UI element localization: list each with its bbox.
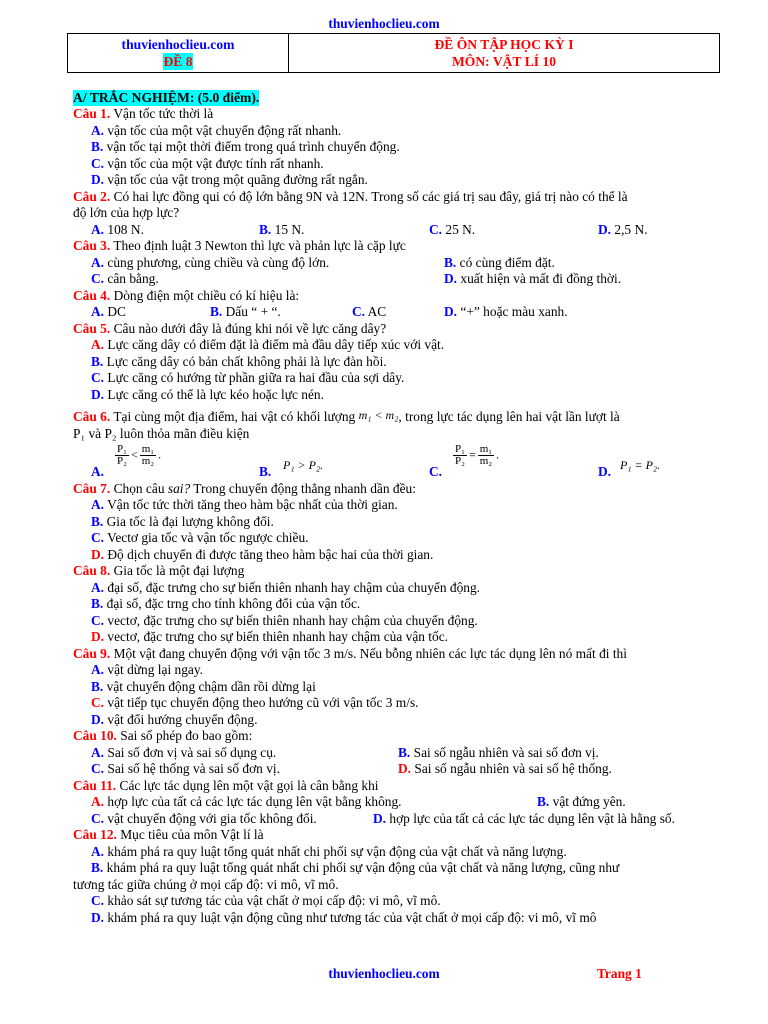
option-letter: D. [91,546,105,562]
math-formula: $\frac{\text{P₁}}{\text{P₂}}$ = $\frac{\text{m₁}}{\text{m₂}}$ . [455,442,500,467]
option-text: đại số, đặc trưng cho sự biến thiên nhanh hay chậm của chuyển động. [107,579,481,595]
option-text: vận tốc tại một thời điểm trong quá trình chuyển động. [106,139,400,154]
exam-subject: MÔN: VẬT LÍ 10 [451,54,557,69]
option-text: khám phá ra quy luật vận động cũng như tương tác của vật chất ở mọi cấp độ: vi mô, vĩ mô [107,909,597,925]
option-text: Dấu “ + “. [225,304,281,319]
option-letter: C. [91,370,105,385]
option-d [73,910,723,927]
option-a [91,304,126,321]
option-text: vật chuyển động chậm dần rồi dừng lại [106,678,316,694]
question-text: Mục tiêu của môn Vật lí là [116,827,264,842]
operator: < [130,446,138,461]
question-emphasis: sai? [167,480,191,496]
option-letter: B. [398,744,411,760]
option-b [537,794,626,811]
options-row [73,811,723,828]
question-label: Câu 12. [73,827,117,842]
option-text: DC [107,304,126,319]
option-b [73,514,723,531]
option-b [73,679,723,696]
options-row [73,794,723,811]
question-text: Một vật đang chuyển động với vận tốc 3 m/s. Nếu bỗng nhiên các lực tác dụng lên nó mất đi thì [110,645,627,661]
option-letter: C. [352,304,366,319]
option-d [373,811,675,828]
option-text: vectơ, đặc trưng cho sự biến thiên nhanh hay chậm của vận tốc. [107,629,449,644]
option-text: vật chuyển động với gia tốc không đổi. [107,810,317,826]
option-letter: B. [91,353,104,369]
option-a [91,794,402,811]
question-text: Chọn câu [110,480,168,496]
footer-site-link: thuvienhoclieu.com [328,966,440,981]
options-row [73,745,723,762]
exam-title: ĐỀ ÔN TẬP HỌC KỲ I [434,37,574,52]
question-2 [73,189,723,206]
option-text: hợp lực của tất cả các lực tác dụng lên vật là hằng số. [389,810,675,826]
option-letter: A. [91,662,105,677]
question-1 [73,106,723,123]
question-4 [73,288,723,305]
numerator: m₁ [479,442,493,455]
option-letter: B. [91,678,104,694]
option-letter: D. [598,464,612,479]
option-letter: A. [91,843,105,859]
site-header-link: thuvienhoclieu.com [328,16,440,31]
option-a [73,844,723,861]
option-text: vật tiếp tục chuyển động theo hướng cũ với vận tốc 3 m/s. [107,695,419,710]
option-text: Lực căng có hướng từ phần giữa ra hai đầu của sợi dây. [107,370,405,385]
option-letter: C. [91,612,105,628]
option-c [91,761,280,778]
option-text: khám phá ra quy luật tổng quát nhất chi phối sự vận động của vật chất và năng lượng. [107,843,567,859]
option-text: Độ dịch chuyển đi được tăng theo hàm bậc hai của thời gian. [107,546,434,562]
exam-header-box [67,33,720,73]
option-d [73,629,723,646]
option-c [352,304,386,321]
denominator: m₂ [479,454,493,467]
option-text: có cùng điểm đặt. [459,254,555,270]
option-text: Sai số hệ thống và sai số đơn vị. [107,761,280,776]
option-b [398,745,599,762]
question-6 [73,405,723,426]
question-text: P₁ và P₂ luôn thỏa mãn điều kiện [73,426,250,441]
option-a [91,222,144,239]
option-text: tương tác giữa chúng ở mọi cấp độ: vi mô, vĩ mô. [73,876,339,892]
option-b [73,139,723,156]
option-a [73,580,723,597]
fraction [453,444,467,467]
option-letter: D. [373,810,387,826]
numerator: m₁ [141,442,155,455]
question-8 [73,563,723,580]
option-a [73,123,723,140]
option-letter: C. [91,761,105,776]
option-d [398,761,612,778]
option-letter: A. [91,464,105,479]
option-a [73,497,723,514]
option-letter: B. [537,794,550,809]
denominator: m₂ [141,454,155,467]
question-11 [73,778,723,795]
denominator: P₂ [455,454,465,467]
option-d [73,712,723,729]
question-text: Câu nào dưới đây là đúng khi nói về lực căng dây? [110,320,387,336]
option-text: hợp lực của tất cả các lực tác dụng lên vật bằng không. [107,794,402,809]
question-3 [73,238,723,255]
option-text: AC [367,304,387,319]
option-letter: C. [429,221,443,237]
option-d [444,271,621,288]
option-text: vật đổi hướng chuyển động. [107,711,258,727]
question-text: Tại cùng một địa điểm, hai vật có khối lượng [110,409,356,424]
option-letter: A. [91,122,105,138]
option-text: Lực căng dây có bản chất không phải là lực đàn hồi. [106,353,387,369]
option-text: Gia tốc là đại lượng không đổi. [106,513,274,529]
option-letter: D. [91,909,105,925]
option-a [91,255,329,272]
option-letter: B. [259,464,272,479]
option-c [429,222,475,239]
option-text: vật dừng lại ngay. [107,662,204,677]
option-text: Lực căng dây có điểm đặt là điểm mà đầu dây tiếp xúc với vật. [107,337,445,352]
options-row [73,255,723,272]
option-letter: B. [91,139,104,154]
question-label: Câu 10. [73,728,117,743]
question-7 [73,481,723,498]
fraction [140,444,156,467]
option-c [91,271,159,288]
option-letter: C. [91,271,105,286]
question-label: Câu 11. [73,777,117,793]
option-text: “+” hoặc màu xanh. [460,304,568,319]
question-12 [73,827,723,844]
option-a [91,745,276,762]
option-text: 15 N. [274,221,305,237]
option-letter: A. [91,794,105,809]
question-10 [73,728,723,745]
option-c [91,811,317,828]
option-d [73,387,723,404]
option-c [73,370,723,387]
section-title: A/ TRẮC NGHIỆM: (5.0 điểm). [73,90,260,105]
operator: = [468,446,476,461]
option-b-cont [73,877,723,894]
question-text: Trong chuyển động thẳng nhanh dần đều: [190,480,416,496]
question-label: Câu 4. [73,287,111,303]
fraction [478,444,494,467]
question-label: Câu 6. [73,409,111,424]
question-text: Sai số phép đo bao gồm: [116,728,253,743]
option-a [73,662,723,679]
question-9 [73,646,723,663]
option-text: khám phá ra quy luật tổng quát nhất chi phối sự vận động của vật chất và năng lượng, cũng như [106,860,620,875]
question-label: Câu 8. [73,563,111,578]
option-letter: D. [598,221,612,237]
option-letter: A. [91,221,105,237]
option-letter: C. [91,810,105,826]
option-c [73,893,723,910]
option-d [444,304,568,321]
question-text: Có hai lực đồng qui có độ lớn bằng 9N và 12N. Trong số các giá trị sau đây, giá trị nào có thể là [110,188,628,204]
question-label: Câu 3. [73,238,111,253]
options-row [73,761,723,778]
question-label: Câu 7. [73,480,111,496]
option-text: vật đứng yên. [552,794,626,809]
option-b [73,596,723,613]
option-a [73,337,723,354]
numerator: P₁ [117,442,127,455]
option-text: cùng phương, cùng chiều và cùng độ lớn. [107,254,330,270]
option-c [73,695,723,712]
exam-code: ĐỀ 8 [163,54,193,69]
option-letter: B. [444,254,457,270]
option-letter: D. [398,761,412,776]
option-text: Vectơ gia tốc và vận tốc ngược chiều. [107,530,309,545]
option-letter: C. [91,893,105,908]
option-letter: A. [91,497,105,512]
option-letter: D. [91,172,105,187]
options-row [73,222,723,239]
option-letter: D. [91,629,105,644]
option-letter: D. [91,711,105,727]
option-letter: C. [91,155,105,171]
option-text: cân bằng. [107,271,159,286]
question-2-cont [73,205,723,222]
question-text: Dòng điện một chiều có kí hiệu là: [110,287,300,303]
exam-header-left [68,34,289,72]
question-label: Câu 1. [73,106,111,121]
math-formula: P₁ = P₂. [620,457,661,472]
option-b [444,255,555,272]
option-letter: D. [444,304,458,319]
option-c [73,156,723,173]
option-text: Sai số ngẫu nhiên và sai số hệ thống. [414,761,612,776]
options-row [73,304,723,321]
option-b [210,304,281,321]
option-text: khảo sát sự tương tác của vật chất ở mọi cấp độ: vi mô, vĩ mô. [107,893,441,908]
option-c [73,530,723,547]
question-6-cont [73,426,723,443]
option-text: vận tốc của một vật được tính rất nhanh. [107,155,324,171]
option-text: vectơ, đặc trưng cho sự biến thiên nhanh hay chậm của chuyển động. [107,612,478,628]
option-letter: A. [91,579,105,595]
option-letter: A. [91,744,105,760]
questions [73,106,723,926]
option-letter: C. [429,464,443,479]
question-text: Vận tốc tức thời là [110,106,214,121]
option-letter: B. [91,596,104,611]
option-letter: A. [91,337,105,352]
option-letter: B. [259,221,272,237]
question-text: Các lực tác dụng lên một vật gọi là cân bằng khi [116,777,379,793]
option-letter: D. [91,386,105,402]
question-text: , trong lực tác dụng lên hai vật lần lượt là [398,409,620,424]
question-label: Câu 2. [73,188,111,204]
option-letter: C. [91,695,105,710]
option-text: vận tốc của vật trong một quãng đường rất ngắn. [107,172,368,187]
fraction [115,444,129,467]
question-5 [73,321,723,338]
math-formula: P₁ > P₂. [283,457,324,472]
option-letter: B. [91,513,104,529]
page-number: Trang 1 [597,966,642,981]
option-letter: A. [91,304,105,319]
option-text: Sai số đơn vị và sai số dụng cụ. [107,744,277,760]
question-text: Theo định luật 3 Newton thì lực và phản lực là cặp lực [110,238,406,253]
numerator: P₁ [455,442,465,455]
question-label: Câu 9. [73,645,111,661]
question-label: Câu 5. [73,320,111,336]
option-text: 2,5 N. [614,221,648,237]
option-text: xuất hiện và mất đi đồng thời. [460,271,622,286]
option-text: 25 N. [445,221,476,237]
option-d [73,172,723,189]
denominator: P₂ [117,454,127,467]
question-text: độ lớn của hợp lực? [73,205,180,220]
option-letter: D. [444,271,458,286]
exam-header-right [289,34,719,72]
math-formula: $\frac{\text{P₁}}{\text{P₂}}$ < $\frac{\text{m₁}}{\text{m₂}}$ . [117,442,162,467]
option-c [73,613,723,630]
option-b [73,860,723,877]
option-text: Lực căng có thể là lực kéo hoặc lực nén. [107,386,324,402]
question-text: Gia tốc là một đại lượng [110,563,245,578]
option-d [73,547,723,564]
options-row [73,271,723,288]
option-b [73,354,723,371]
option-text: 108 N. [107,221,144,237]
option-letter: B. [91,860,104,875]
header-site: thuvienhoclieu.com [121,37,235,52]
option-b [259,222,304,239]
options-row [73,443,723,481]
option-letter: C. [91,530,105,545]
option-text: Vận tốc tức thời tăng theo hàm bậc nhất của thời gian. [107,497,398,512]
option-letter: B. [210,304,223,319]
option-d [598,222,648,239]
option-text: Sai số ngẫu nhiên và sai số đơn vị. [413,744,599,760]
math-condition: m₁ < m₂ [358,408,399,422]
option-text: vận tốc của một vật chuyển động rất nhanh. [107,122,342,138]
option-letter: A. [91,254,105,270]
option-text: đại số, đặc trng cho tính không đổi của vận tốc. [106,596,361,611]
